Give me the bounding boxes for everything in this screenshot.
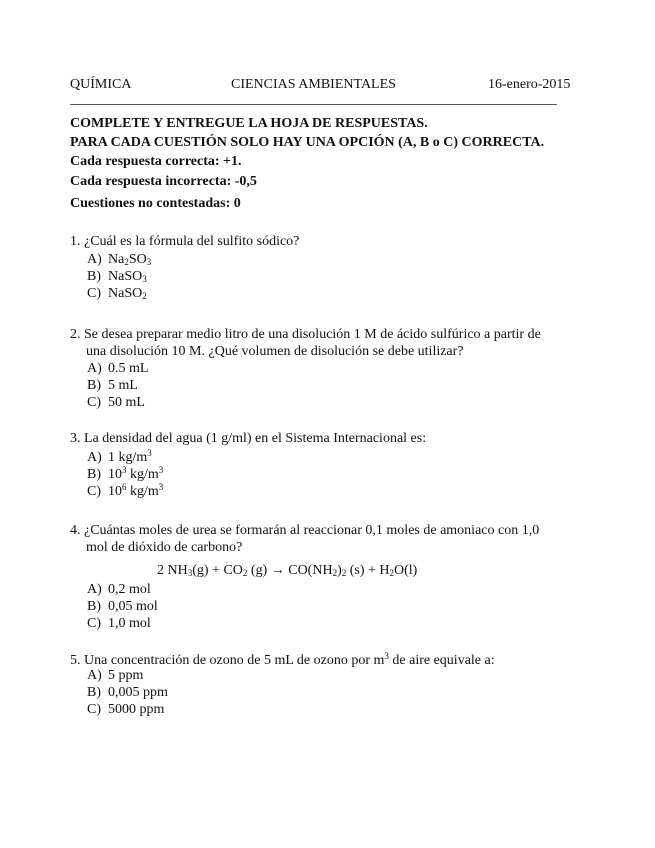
option-letter: A) [87, 450, 102, 465]
option-letter: A) [87, 361, 102, 376]
question-number: 4. [70, 523, 81, 538]
equation-subscript: 2 [341, 568, 347, 578]
superscript: 3 [384, 651, 389, 661]
formula-part: Na [108, 252, 125, 267]
option-text: 0,05 mol [108, 599, 158, 614]
question-3-option-a [87, 448, 152, 466]
question-4-option-a [87, 582, 151, 598]
formula-subscript: 2 [142, 291, 147, 301]
option-text: kg/m [126, 467, 159, 482]
option-text: 5 mL [108, 378, 138, 393]
question-text: ¿Cuál es la fórmula del sulfito sódico? [84, 234, 300, 249]
equation-subscript: 2 [242, 568, 248, 578]
option-letter: A) [87, 252, 102, 267]
option-text: kg/m [126, 484, 159, 499]
question-4-option-b [87, 599, 158, 615]
option-text: 1 kg/m [108, 450, 148, 465]
question-text: Se desea preparar medio litro de una disolución 1 M de ácido sulfúrico a partir de [84, 327, 541, 342]
option-letter: C) [87, 484, 101, 499]
superscript: 3 [122, 465, 127, 475]
option-letter: C) [87, 702, 101, 717]
option-letter: C) [87, 616, 101, 631]
question-4-option-c [87, 616, 151, 632]
instruction-line: Cada respuesta correcta: +1. [70, 154, 242, 169]
formula-subscript: 3 [146, 257, 152, 267]
equation-part: O(l) [394, 563, 418, 578]
header-subject: QUÍMICA [70, 77, 132, 92]
question-number: 2. [70, 327, 81, 342]
option-text: 5 ppm [108, 668, 144, 683]
question-text: Una concentración de ozono de 5 mL de ozono por m [84, 653, 385, 668]
instruction-line: Cada respuesta incorrecta: -0,5 [70, 174, 257, 189]
formula-part: NaSO [108, 286, 143, 301]
equation-part: (g) + CO [192, 563, 243, 578]
question-2-option-b [87, 378, 138, 394]
equation-subscript: 3 [187, 568, 193, 578]
question-3-option-c [87, 482, 163, 500]
question-1-option-c [87, 286, 147, 302]
formula-part: SO [128, 252, 147, 267]
option-letter: C) [87, 286, 101, 301]
question-1-option-a [87, 252, 151, 268]
question-number: 3. [70, 431, 81, 446]
option-text: 10 [108, 484, 122, 499]
header-date: 16-enero-2015 [488, 77, 571, 92]
question-5-option-c [87, 702, 164, 718]
question-text-continued: una disolución 10 M. ¿Qué volumen de disolución se debe utilizar? [86, 344, 464, 359]
option-text: 1,0 mol [108, 616, 151, 631]
question-5-option-b [87, 685, 168, 701]
option-text: 0,005 ppm [108, 685, 168, 700]
formula-part: NaSO [108, 269, 143, 284]
question-3-option-b [87, 465, 163, 483]
option-letter: A) [87, 668, 102, 683]
instruction-line: COMPLETE Y ENTREGUE LA HOJA DE RESPUESTAS. [70, 116, 428, 131]
equation-subscript: 2 [332, 568, 338, 578]
question-text: ¿Cuántas moles de urea se formarán al reaccionar 0,1 moles de amoniaco con 1,0 [84, 523, 540, 538]
header-divider [70, 104, 557, 105]
option-letter: B) [87, 599, 101, 614]
chemical-equation [157, 563, 417, 579]
question-3 [70, 431, 426, 447]
equation-part: (s) + H [346, 563, 390, 578]
question-text: de aire equivale a: [388, 653, 495, 668]
header-course: CIENCIAS AMBIENTALES [231, 77, 396, 92]
question-4 [70, 523, 539, 539]
question-1 [70, 234, 299, 250]
question-number: 5. [70, 653, 81, 668]
superscript: 3 [147, 448, 152, 458]
option-text: 50 mL [108, 395, 145, 410]
formula-subscript: 3 [142, 274, 147, 284]
question-text-continued: mol de dióxido de carbono? [86, 540, 243, 555]
question-text: La densidad del agua (1 g/ml) en el Sistema Internacional es: [84, 431, 427, 446]
option-letter: B) [87, 685, 101, 700]
option-letter: A) [87, 582, 102, 597]
question-5 [70, 651, 495, 669]
superscript: 3 [158, 465, 164, 475]
question-2-option-c [87, 395, 145, 411]
superscript: 6 [122, 482, 127, 492]
option-letter: C) [87, 395, 101, 410]
question-5-option-a [87, 668, 143, 684]
option-text: 10 [108, 467, 122, 482]
option-letter: B) [87, 269, 101, 284]
option-text: 5000 ppm [108, 702, 165, 717]
option-letter: B) [87, 467, 101, 482]
question-1-option-b [87, 269, 147, 285]
option-letter: B) [87, 378, 101, 393]
equation-part: 2 NH [157, 563, 188, 578]
superscript: 3 [158, 482, 164, 492]
instruction-line: Cuestiones no contestadas: 0 [70, 196, 241, 211]
instruction-line: PARA CADA CUESTIÓN SOLO HAY UNA OPCIÓN (A, B o C) CORRECTA. [70, 135, 545, 150]
equation-part: (g) → CO(NH [247, 563, 333, 578]
option-text: 0,2 mol [108, 582, 151, 597]
option-text: 0.5 mL [108, 361, 149, 376]
equation-part: ) [337, 563, 342, 578]
question-number: 1. [70, 234, 81, 249]
question-2-option-a [87, 361, 148, 377]
question-2 [70, 327, 541, 343]
equation-subscript: 2 [389, 568, 395, 578]
formula-subscript: 2 [124, 257, 129, 267]
